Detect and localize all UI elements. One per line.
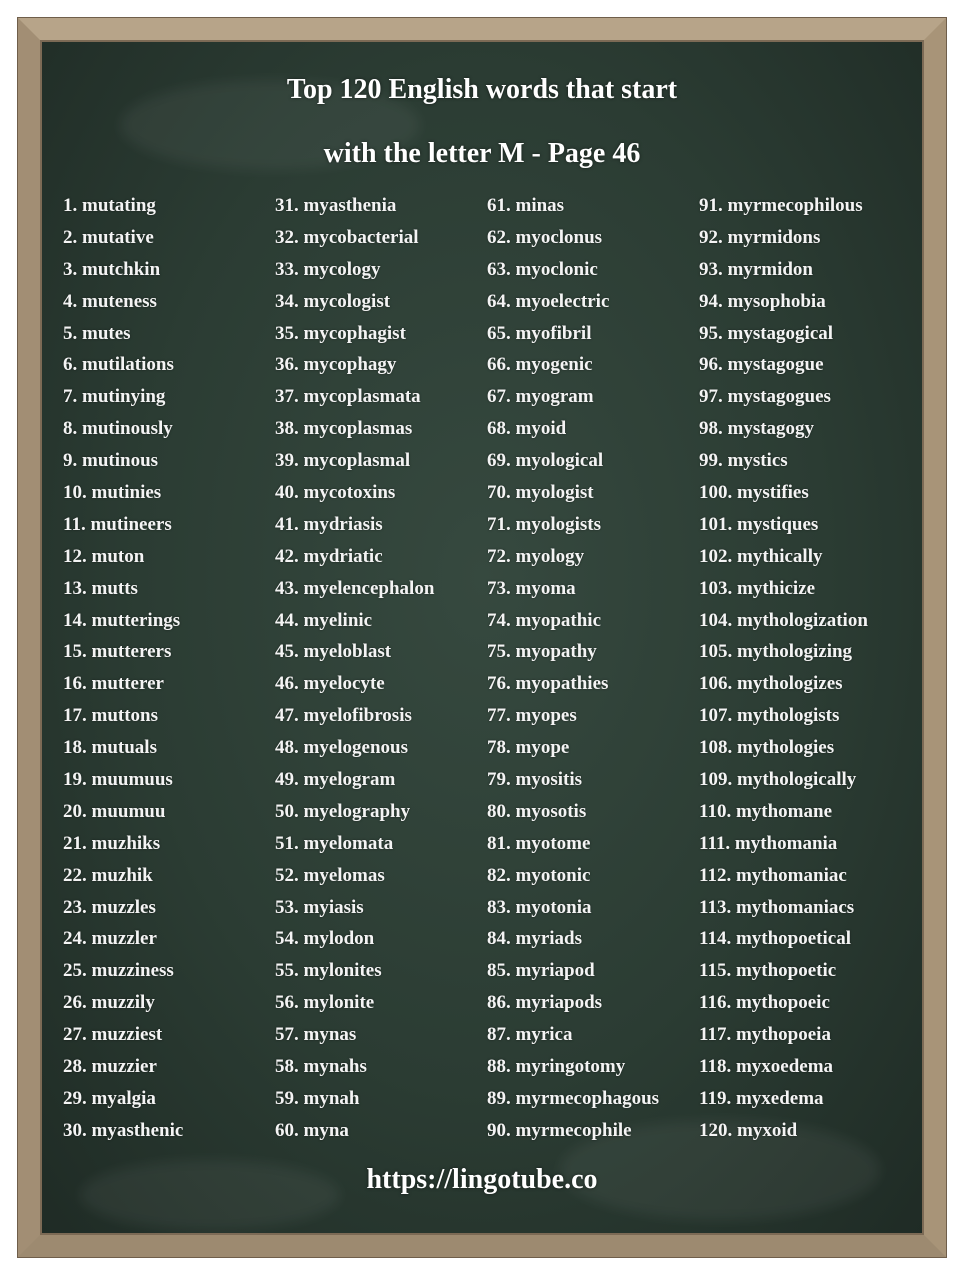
word-list-item: 81. myotome <box>487 832 591 854</box>
word-list-item: 30. myasthenic <box>63 1119 184 1141</box>
word-list-item: 67. myogram <box>487 386 594 408</box>
word-list-item: 91. myrmecophilous <box>699 195 863 216</box>
word-list-item: 33. mycology <box>275 258 381 280</box>
word-list-item: 84. myriads <box>487 928 582 950</box>
word-list-item: 38. mycoplasmas <box>275 418 413 440</box>
word-list-item: 80. myosotis <box>487 800 587 822</box>
word-list-item: 118. myxoedema <box>699 1056 834 1078</box>
word-column-1 <box>63 190 183 1147</box>
word-list-item: 11. mutineers <box>63 513 172 535</box>
word-list-item: 89. myrmecophagous <box>487 1087 660 1109</box>
word-list-item: 103. mythicize <box>699 577 816 599</box>
word-list-item: 2. mutative <box>63 226 154 248</box>
word-list-item: 85. myriapod <box>487 960 595 982</box>
word-list-item: 19. muumuus <box>63 769 173 791</box>
word-list-item: 41. mydriasis <box>275 513 383 535</box>
word-list-item: 40. mycotoxins <box>275 482 396 504</box>
word-list-item: 93. myrmidon <box>699 258 813 280</box>
word-list-item: 14. mutterings <box>63 609 181 631</box>
word-list-item: 13. mutts <box>63 577 138 599</box>
word-list-item: 77. myopes <box>487 705 577 727</box>
word-list-item: 39. mycoplasmal <box>275 450 411 472</box>
word-list-item: 37. mycoplasmata <box>275 386 421 408</box>
word-list-item: 56. mylonite <box>275 992 375 1014</box>
word-list-item: 58. mynahs <box>275 1056 367 1078</box>
word-list-item: 52. myelomas <box>275 864 385 886</box>
word-list-item: 112. mythomaniac <box>699 864 847 886</box>
word-list-item: 15. mutterers <box>63 641 172 663</box>
source-url[interactable]: https://lingotube.co <box>366 1164 598 1195</box>
word-list-item: 98. mystagogy <box>699 418 815 440</box>
word-list-item: 63. myoclonic <box>487 258 598 280</box>
word-list-item: 17. muttons <box>63 705 159 727</box>
word-list-item: 82. myotonic <box>487 864 591 886</box>
word-list-item: 87. myrica <box>487 1024 573 1046</box>
word-list-item: 108. mythologies <box>699 737 835 759</box>
word-list-item: 21. muzhiks <box>63 832 161 854</box>
word-list-item: 97. mystagogues <box>699 386 831 408</box>
word-list-item: 50. myelography <box>275 800 411 822</box>
word-list-item: 49. myelogram <box>275 769 396 791</box>
word-list-item: 104. mythologization <box>699 609 868 631</box>
word-list-item: 95. mystagogical <box>699 322 834 344</box>
word-list-item: 20. muumuu <box>63 800 166 822</box>
word-list-item: 113. mythomaniacs <box>699 896 855 918</box>
word-list-item: 51. myelomata <box>275 832 394 854</box>
word-list-item: 64. myoelectric <box>487 290 610 312</box>
word-list-item: 75. myopathy <box>487 641 597 663</box>
word-list-item: 35. mycophagist <box>275 322 406 344</box>
word-list-item: 86. myriapods <box>487 992 603 1014</box>
word-list-item: 100. mystifies <box>699 482 809 504</box>
word-list-item: 29. myalgia <box>63 1087 156 1109</box>
word-list-item: 16. mutterer <box>63 673 164 695</box>
word-list-item: 76. myopathies <box>487 673 609 695</box>
word-list-item: 24. muzzler <box>63 928 157 950</box>
word-list-item: 117. mythopoeia <box>699 1024 831 1046</box>
word-list-item: 25. muzziness <box>63 960 174 982</box>
word-list-item: 79. myositis <box>487 769 582 791</box>
word-list-item: 90. myrmecophile <box>487 1119 632 1141</box>
word-list-item: 102. mythically <box>699 545 823 567</box>
word-list-item: 114. mythopoetical <box>699 928 851 950</box>
word-list-item: 26. muzzily <box>63 992 155 1014</box>
word-list-item: 62. myoclonus <box>487 226 603 248</box>
word-list-item: 36. mycophagy <box>275 354 397 376</box>
word-list-item: 47. myelofibrosis <box>275 705 412 727</box>
word-list-item: 45. myeloblast <box>275 641 392 663</box>
word-list-item: 107. mythologists <box>699 705 840 727</box>
word-list-item: 6. mutilations <box>63 354 174 376</box>
word-list-item: 42. mydriatic <box>275 545 383 567</box>
word-list-item: 23. muzzles <box>63 896 156 918</box>
word-list-item: 53. myiasis <box>275 896 364 918</box>
word-list-item: 74. myopathic <box>487 609 601 631</box>
word-list-item: 73. myoma <box>487 577 576 599</box>
word-list-item: 48. myelogenous <box>275 737 408 759</box>
word-list-item: 71. myologists <box>487 513 601 535</box>
word-list-item: 55. mylonites <box>275 960 382 982</box>
word-list-item: 61. minas <box>487 195 565 216</box>
word-list-item: 31. myasthenia <box>275 195 397 216</box>
word-column-4 <box>699 190 868 1147</box>
word-list-item: 32. mycobacterial <box>275 226 419 248</box>
word-list-item: 119. myxedema <box>699 1087 824 1109</box>
word-list-item: 57. mynas <box>275 1024 357 1046</box>
word-list-item: 99. mystics <box>699 450 788 472</box>
word-list-item: 66. myogenic <box>487 354 593 376</box>
word-list-item: 69. myological <box>487 450 604 472</box>
word-list-item: 110. mythomane <box>699 800 832 822</box>
word-list-item: 109. mythologically <box>699 769 857 791</box>
word-list-item: 72. myology <box>487 545 585 567</box>
word-list-item: 59. mynah <box>275 1087 360 1109</box>
word-list-item: 68. myoid <box>487 418 567 440</box>
word-list-item: 22. muzhik <box>63 864 153 886</box>
word-list-item: 34. mycologist <box>275 290 391 312</box>
word-list-item: 88. myringotomy <box>487 1056 626 1078</box>
word-list-item: 96. mystagogue <box>699 354 824 376</box>
word-list-item: 65. myofibril <box>487 322 592 344</box>
word-list-item: 60. myna <box>275 1119 349 1141</box>
word-list-item: 28. muzzier <box>63 1056 157 1078</box>
word-list-item: 5. mutes <box>63 322 131 344</box>
page-title-line-1: Top 120 English words that start <box>286 74 678 105</box>
word-list-item: 94. mysophobia <box>699 290 826 312</box>
word-list-item: 9. mutinous <box>63 450 159 472</box>
word-list-item: 10. mutinies <box>63 482 162 504</box>
word-list-item: 1. mutating <box>63 195 156 216</box>
word-list-item: 70. myologist <box>487 482 594 504</box>
word-list-item: 101. mystiques <box>699 513 819 535</box>
word-list-item: 7. mutinying <box>63 386 166 408</box>
word-list-item: 46. myelocyte <box>275 673 385 695</box>
word-column-3 <box>487 190 659 1147</box>
word-list-item: 18. mutuals <box>63 737 157 759</box>
page-title-line-2: with the letter M - Page 46 <box>323 138 641 169</box>
word-list-item: 116. mythopoeic <box>699 992 830 1014</box>
word-list-item: 4. muteness <box>63 290 157 312</box>
word-list-item: 44. myelinic <box>275 609 373 631</box>
word-list-item: 27. muzziest <box>63 1024 163 1046</box>
word-list-item: 12. muton <box>63 545 145 567</box>
word-list-item: 3. mutchkin <box>63 258 161 280</box>
word-column-2 <box>275 190 434 1147</box>
word-list-item: 83. myotonia <box>487 896 592 918</box>
word-list-item: 115. mythopoetic <box>699 960 837 982</box>
word-list-item: 120. myxoid <box>699 1119 798 1141</box>
word-list-item: 106. mythologizes <box>699 673 843 695</box>
word-list-item: 92. myrmidons <box>699 226 821 248</box>
word-list-item: 8. mutinously <box>63 418 173 440</box>
word-list-item: 54. mylodon <box>275 928 375 950</box>
word-list-item: 111. mythomania <box>699 832 838 854</box>
word-list-item: 78. myope <box>487 737 570 759</box>
word-list-item: 105. mythologizing <box>699 641 853 663</box>
word-list-item: 43. myelencephalon <box>275 577 435 599</box>
